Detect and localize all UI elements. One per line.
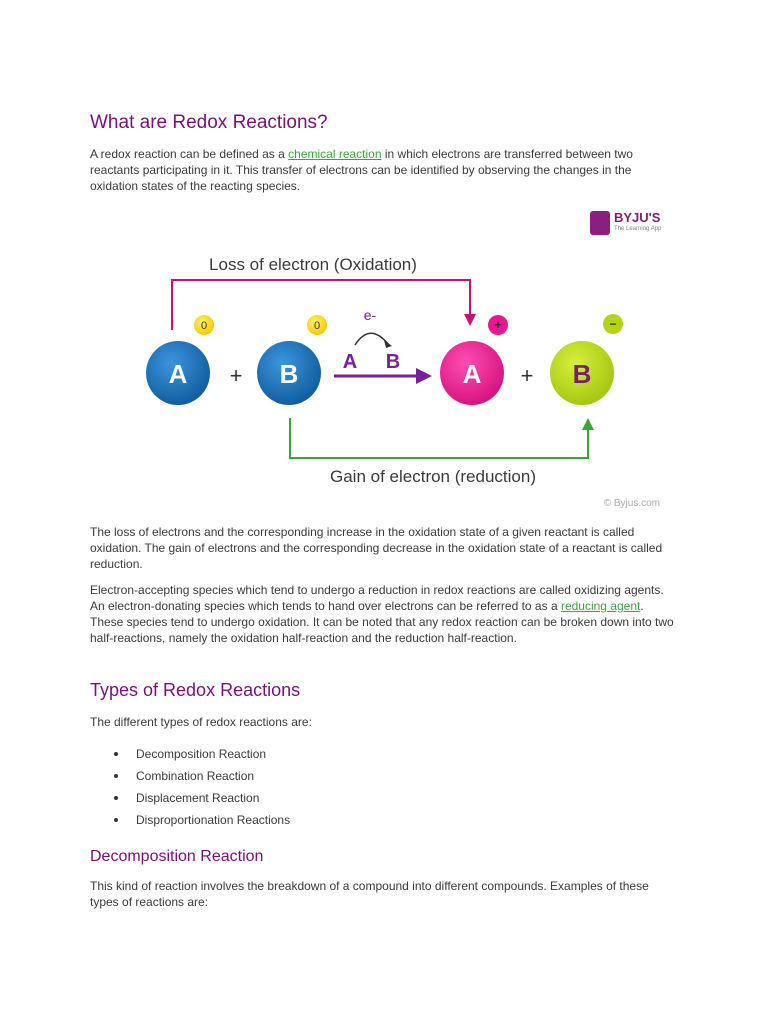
arrow-label-b: B <box>385 351 401 373</box>
plus-sign-right: + <box>520 363 534 388</box>
intro-text-start: A redox reaction can be defined as a <box>90 147 289 161</box>
page-title: What are Redox Reactions? <box>90 112 328 133</box>
arrow-label-a: A <box>342 351 358 373</box>
bullet-icon <box>114 818 118 822</box>
product-b-letter: B <box>572 359 592 389</box>
intro-text-end: in which electrons are transferred between two reactants participating in it. This transfer of electrons can be identified by observing the changes in the oxidation states of the reacting species. <box>90 147 633 193</box>
logo-tagline: The Learning App <box>614 226 662 232</box>
reducing-agent-link[interactable]: reducing agent <box>560 599 641 613</box>
decomposition-paragraph: This kind of reaction involves the breakdown of a compound into different compounds. Examples of these types of reactions are: <box>90 879 649 909</box>
list-item <box>90 746 290 768</box>
reduction-label: Gain of electron (reduction) <box>330 467 536 486</box>
types-intro: The different types of redox reactions are: <box>90 715 312 729</box>
list-item-label: Combination Reaction <box>136 769 255 783</box>
reactant-b-letter: B <box>279 359 299 389</box>
list-item <box>90 812 290 834</box>
decomposition-heading: Decomposition Reaction <box>90 848 264 865</box>
types-heading: Types of Redox Reactions <box>90 680 301 700</box>
list-item-label: Decomposition Reaction <box>136 747 267 761</box>
reduction-bracket <box>290 418 588 458</box>
reduction-arrowhead-icon <box>582 418 594 430</box>
bullet-icon <box>114 774 118 778</box>
electron-transfer-arc <box>355 333 388 345</box>
image-credit: © Byjus.com <box>603 498 660 509</box>
oxidation-paragraph: The loss of electrons and the corresponding increase in the oxidation state of a given reactant is called oxidation. The gain of electrons and the corresponding decrease in the oxidation state of a reactant is called reduction. <box>90 525 663 571</box>
bullet-icon <box>114 796 118 800</box>
reactant-a-charge: 0 <box>200 320 208 332</box>
oxidation-label: Loss of electron (Oxidation) <box>209 255 417 274</box>
agents-text-start: Electron-accepting species which tend to undergo a reduction in redox reactions are called oxidizing agents. An electron-donating species which tends to hand over electrons can be referred to as a <box>90 583 664 613</box>
agents-paragraph <box>90 582 680 646</box>
chemical-reaction-link[interactable]: chemical reaction <box>288 147 382 161</box>
product-a-letter: A <box>462 359 482 389</box>
electron-label: e- <box>363 307 377 323</box>
product-a-charge: + <box>494 318 502 332</box>
bullet-icon <box>114 752 118 756</box>
types-list <box>90 746 290 834</box>
electron-arc-arrowhead-icon <box>384 340 392 348</box>
reactant-a-letter: A <box>168 359 188 389</box>
list-item <box>90 768 290 790</box>
list-item <box>90 790 290 812</box>
product-b-charge: − <box>609 317 617 331</box>
oxidation-arrowhead-icon <box>464 314 476 326</box>
agents-text-end: . These species tend to undergo oxidation. It can be noted that any redox reaction can be broken down into two half-reactions, namely the oxidation half-reaction and the reduction half-reaction. <box>90 599 674 645</box>
logo-name: BYJU'S <box>614 210 661 225</box>
list-item-label: Disproportionation Reactions <box>136 813 291 827</box>
reaction-arrowhead-icon <box>416 368 432 384</box>
reactant-b-charge: 0 <box>313 320 321 332</box>
list-item-label: Displacement Reaction <box>136 791 260 805</box>
plus-sign-left: + <box>229 363 243 388</box>
